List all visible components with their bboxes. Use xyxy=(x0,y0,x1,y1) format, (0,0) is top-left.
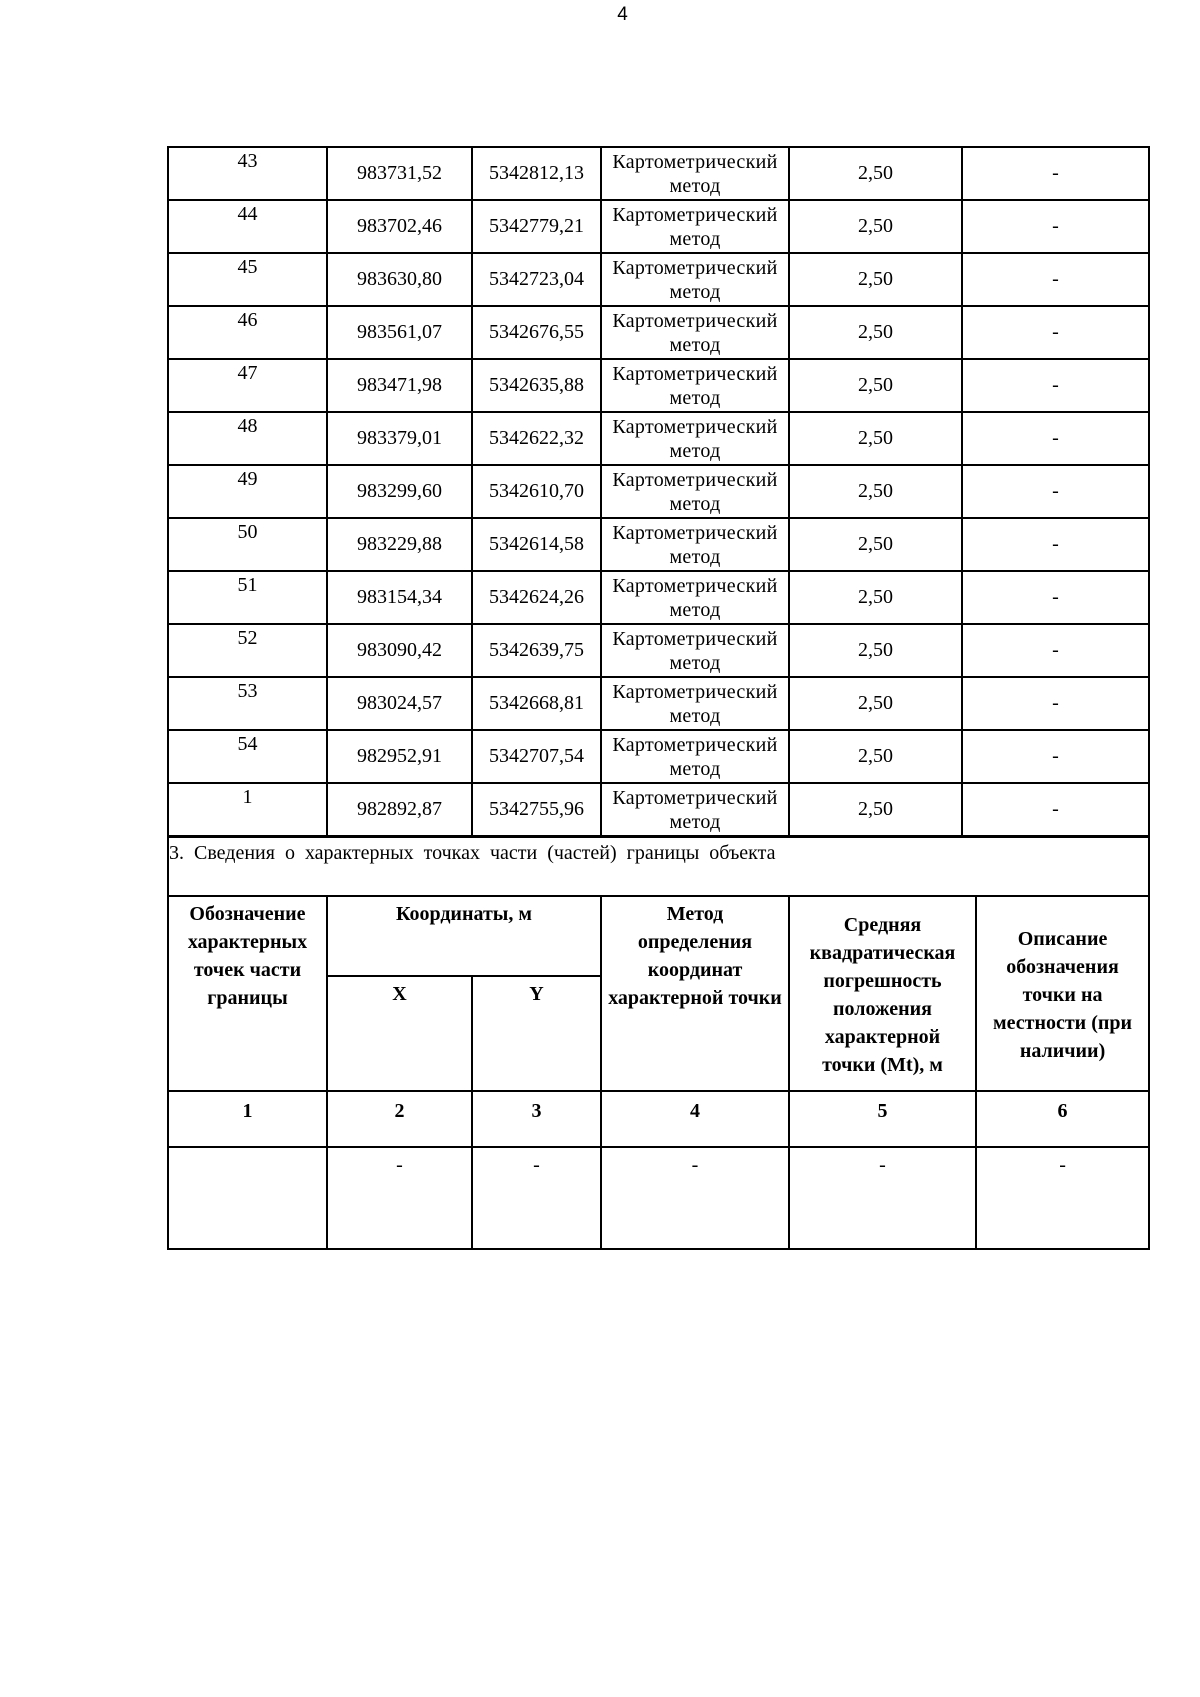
method-text: Картометрический xyxy=(612,786,778,809)
empty-cell-6: - xyxy=(976,1147,1149,1249)
accuracy-cell: 2,50 xyxy=(789,624,962,677)
coordinate-row xyxy=(168,624,1149,677)
header-description xyxy=(976,896,1149,1091)
accuracy-cell: 2,50 xyxy=(789,783,962,836)
header-line: наличии) xyxy=(1019,1040,1106,1062)
y-coordinate-cell: 5342723,04 xyxy=(472,253,601,306)
method-text: Картометрический xyxy=(612,309,778,332)
y-coordinate-cell: 5342635,88 xyxy=(472,359,601,412)
header-line: обозначения xyxy=(1006,956,1119,978)
x-coordinate-cell: 983731,52 xyxy=(327,147,472,200)
method-text: Картометрический xyxy=(612,203,778,226)
accuracy-cell: 2,50 xyxy=(789,253,962,306)
coordinate-row xyxy=(168,306,1149,359)
coordinate-row xyxy=(168,200,1149,253)
x-coordinate-cell: 983379,01 xyxy=(327,412,472,465)
empty-cell-2: - xyxy=(327,1147,472,1249)
method-text: Картометрический xyxy=(612,733,778,756)
header-line: точек части xyxy=(193,959,302,981)
coordinate-row xyxy=(168,253,1149,306)
method-cell xyxy=(601,359,789,412)
accuracy-cell: 2,50 xyxy=(789,200,962,253)
column-number-3: 3 xyxy=(472,1091,601,1147)
method-text: метод xyxy=(669,333,721,356)
header-line: характерной xyxy=(824,1026,941,1048)
method-text: Картометрический xyxy=(612,468,778,491)
coordinate-row xyxy=(168,412,1149,465)
method-text: Картометрический xyxy=(612,415,778,438)
description-cell: - xyxy=(962,253,1149,306)
point-number-cell: 1 xyxy=(168,783,327,836)
description-cell: - xyxy=(962,465,1149,518)
method-text: метод xyxy=(669,651,721,674)
y-coordinate-cell: 5342614,58 xyxy=(472,518,601,571)
accuracy-cell: 2,50 xyxy=(789,518,962,571)
page-number: 4 xyxy=(617,4,628,25)
point-number-cell: 50 xyxy=(168,518,327,571)
coordinate-row xyxy=(168,730,1149,783)
y-coordinate-cell: 5342707,54 xyxy=(472,730,601,783)
method-text: метод xyxy=(669,492,721,515)
method-text: метод xyxy=(669,227,721,250)
point-number-cell: 49 xyxy=(168,465,327,518)
x-coordinate-cell: 982952,91 xyxy=(327,730,472,783)
section3-title: 3. Сведения о характерных точках части (частей) границы объекта xyxy=(168,837,1149,896)
column-number-6: 6 xyxy=(976,1091,1149,1147)
coordinate-row xyxy=(168,571,1149,624)
description-cell: - xyxy=(962,730,1149,783)
header-method xyxy=(601,896,789,1091)
method-text: Картометрический xyxy=(612,521,778,544)
x-coordinate-cell: 983630,80 xyxy=(327,253,472,306)
method-cell xyxy=(601,518,789,571)
header-line: Описание xyxy=(1017,928,1108,950)
point-number-cell: 47 xyxy=(168,359,327,412)
column-number-2: 2 xyxy=(327,1091,472,1147)
x-coordinate-cell: 983561,07 xyxy=(327,306,472,359)
method-text: метод xyxy=(669,386,721,409)
empty-cell-4: - xyxy=(601,1147,789,1249)
method-text: метод xyxy=(669,704,721,727)
header-line: положения xyxy=(833,998,932,1020)
method-cell xyxy=(601,200,789,253)
description-cell: - xyxy=(962,147,1149,200)
y-coordinate-cell: 5342755,96 xyxy=(472,783,601,836)
header-x: X xyxy=(327,976,472,1091)
header-line: точки на xyxy=(1022,984,1103,1006)
method-text: метод xyxy=(669,280,721,303)
method-cell xyxy=(601,412,789,465)
accuracy-cell: 2,50 xyxy=(789,571,962,624)
header-coordinates: Координаты, м xyxy=(327,896,601,976)
coordinate-row xyxy=(168,783,1149,836)
method-text: метод xyxy=(669,174,721,197)
coordinate-row xyxy=(168,465,1149,518)
point-number-cell: 53 xyxy=(168,677,327,730)
description-cell: - xyxy=(962,783,1149,836)
description-cell: - xyxy=(962,518,1149,571)
header-line: местности (при xyxy=(993,1012,1133,1034)
coordinate-row xyxy=(168,518,1149,571)
method-cell xyxy=(601,306,789,359)
x-coordinate-cell: 983229,88 xyxy=(327,518,472,571)
header-line: точки (Mt), м xyxy=(822,1054,943,1076)
section3-table xyxy=(167,836,1150,1250)
header-line: координат xyxy=(647,959,743,981)
description-cell: - xyxy=(962,677,1149,730)
header-line: границы xyxy=(207,987,288,1009)
method-text: Картометрический xyxy=(612,627,778,650)
accuracy-cell: 2,50 xyxy=(789,147,962,200)
method-cell xyxy=(601,571,789,624)
x-coordinate-cell: 983090,42 xyxy=(327,624,472,677)
point-number-cell: 52 xyxy=(168,624,327,677)
header-line: характерных xyxy=(187,931,308,953)
x-coordinate-cell: 982892,87 xyxy=(327,783,472,836)
coordinates-table-body xyxy=(168,147,1149,836)
method-cell xyxy=(601,624,789,677)
header-accuracy xyxy=(789,896,976,1091)
y-coordinate-cell: 5342622,32 xyxy=(472,412,601,465)
point-number-cell: 45 xyxy=(168,253,327,306)
method-cell xyxy=(601,783,789,836)
empty-cell-5: - xyxy=(789,1147,976,1249)
accuracy-cell: 2,50 xyxy=(789,465,962,518)
x-coordinate-cell: 983702,46 xyxy=(327,200,472,253)
empty-cell-3: - xyxy=(472,1147,601,1249)
method-text: метод xyxy=(669,598,721,621)
header-line: определения xyxy=(637,931,753,953)
point-number-cell: 43 xyxy=(168,147,327,200)
y-coordinate-cell: 5342624,26 xyxy=(472,571,601,624)
method-text: Картометрический xyxy=(612,150,778,173)
method-text: метод xyxy=(669,810,721,833)
header-line: характерной точки xyxy=(608,987,782,1009)
point-number-cell: 54 xyxy=(168,730,327,783)
y-coordinate-cell: 5342812,13 xyxy=(472,147,601,200)
point-number-cell: 51 xyxy=(168,571,327,624)
description-cell: - xyxy=(962,306,1149,359)
y-coordinate-cell: 5342779,21 xyxy=(472,200,601,253)
method-text: метод xyxy=(669,757,721,780)
description-cell: - xyxy=(962,571,1149,624)
accuracy-cell: 2,50 xyxy=(789,412,962,465)
method-cell xyxy=(601,465,789,518)
column-number-1: 1 xyxy=(168,1091,327,1147)
description-cell: - xyxy=(962,200,1149,253)
point-number-cell: 46 xyxy=(168,306,327,359)
accuracy-cell: 2,50 xyxy=(789,677,962,730)
x-coordinate-cell: 983154,34 xyxy=(327,571,472,624)
accuracy-cell: 2,50 xyxy=(789,306,962,359)
y-coordinate-cell: 5342668,81 xyxy=(472,677,601,730)
method-cell xyxy=(601,730,789,783)
method-text: Картометрический xyxy=(612,256,778,279)
header-y: Y xyxy=(472,976,601,1091)
y-coordinate-cell: 5342610,70 xyxy=(472,465,601,518)
method-text: Картометрический xyxy=(612,680,778,703)
header-line: Обозначение xyxy=(189,903,306,925)
description-cell: - xyxy=(962,359,1149,412)
method-text: метод xyxy=(669,545,721,568)
x-coordinate-cell: 983024,57 xyxy=(327,677,472,730)
coordinate-row xyxy=(168,677,1149,730)
x-coordinate-cell: 983299,60 xyxy=(327,465,472,518)
empty-cell-1 xyxy=(168,1147,327,1249)
header-line: квадратическая xyxy=(809,942,956,964)
header-line: Метод xyxy=(666,903,724,925)
description-cell: - xyxy=(962,412,1149,465)
description-cell: - xyxy=(962,624,1149,677)
coordinate-row xyxy=(168,147,1149,200)
method-text: Картометрический xyxy=(612,574,778,597)
accuracy-cell: 2,50 xyxy=(789,359,962,412)
method-text: метод xyxy=(669,439,721,462)
method-cell xyxy=(601,253,789,306)
y-coordinate-cell: 5342639,75 xyxy=(472,624,601,677)
column-number-4: 4 xyxy=(601,1091,789,1147)
x-coordinate-cell: 983471,98 xyxy=(327,359,472,412)
column-number-5: 5 xyxy=(789,1091,976,1147)
point-number-cell: 48 xyxy=(168,412,327,465)
coordinates-table xyxy=(167,146,1150,837)
header-line: погрешность xyxy=(823,970,942,992)
method-text: Картометрический xyxy=(612,362,778,385)
y-coordinate-cell: 5342676,55 xyxy=(472,306,601,359)
accuracy-cell: 2,50 xyxy=(789,730,962,783)
header-designation xyxy=(168,896,327,1091)
method-cell xyxy=(601,677,789,730)
header-line: Средняя xyxy=(843,914,922,936)
method-cell xyxy=(601,147,789,200)
coordinate-row xyxy=(168,359,1149,412)
point-number-cell: 44 xyxy=(168,200,327,253)
